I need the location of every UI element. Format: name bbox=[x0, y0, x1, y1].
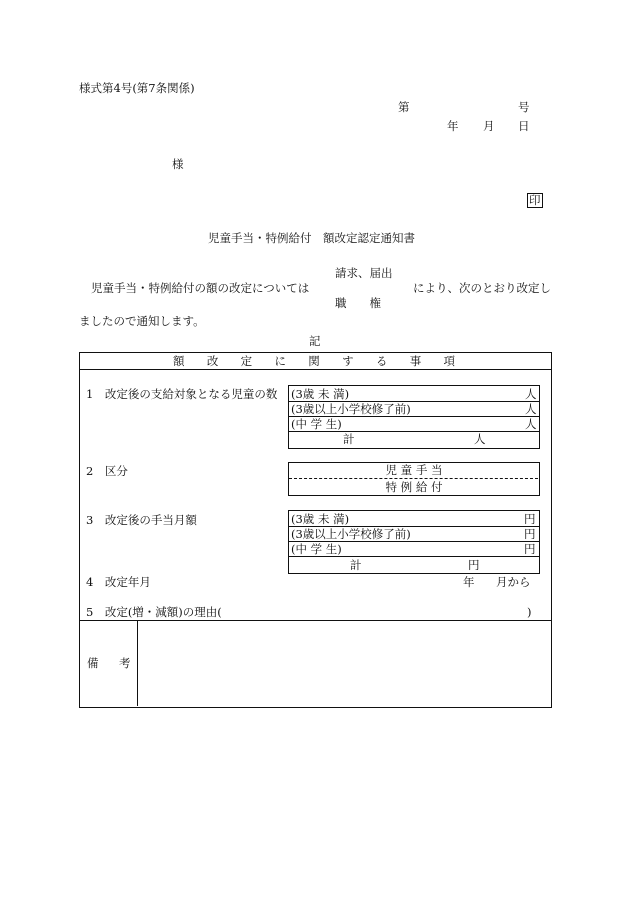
header-char: 事 bbox=[409, 354, 422, 368]
doc-number-prefix: 第 bbox=[398, 100, 410, 114]
remarks-char-1: 備 bbox=[87, 656, 99, 670]
amount-row-label: (3歳 未 満) bbox=[291, 512, 350, 526]
date-day-label: 日 bbox=[518, 119, 530, 133]
row-divider bbox=[288, 431, 539, 432]
count-total-unit: 人 bbox=[474, 432, 486, 446]
seal-mark: 印 bbox=[529, 193, 541, 207]
form-number: 様式第4号(第7条関係) bbox=[79, 81, 195, 95]
body-line2: ましたので通知します。 bbox=[79, 314, 205, 328]
header-char: る bbox=[375, 354, 388, 368]
section5-close-paren: ) bbox=[527, 605, 532, 619]
amount-total-unit: 円 bbox=[468, 558, 480, 572]
revision-year-label: 年 bbox=[463, 575, 475, 589]
header-char: 定 bbox=[240, 354, 253, 368]
count-row-label: (中 学 生) bbox=[291, 417, 342, 431]
section1-label: 1 改定後の支給対象となる児童の数 bbox=[86, 387, 278, 401]
category-divider bbox=[289, 478, 538, 479]
ki-heading: 記 bbox=[309, 334, 321, 348]
header-char: 額 bbox=[173, 354, 185, 368]
addressee-suffix: 様 bbox=[172, 157, 184, 171]
count-row-label: (3歳以上小学校修了前) bbox=[291, 402, 411, 416]
count-row-unit: 人 bbox=[525, 417, 537, 431]
category-child-allowance: 児 童 手 当 bbox=[385, 463, 443, 477]
count-total-label: 計 bbox=[343, 432, 355, 446]
table-header bbox=[173, 354, 455, 368]
amount-row-label: (3歳以上小学校修了前) bbox=[291, 527, 411, 541]
section5-label: 5 改定(増・減額)の理由( bbox=[86, 605, 222, 619]
amount-row-label: (中 学 生) bbox=[291, 542, 342, 556]
date-month-label: 月 bbox=[483, 119, 495, 133]
amount-total-label: 計 bbox=[350, 558, 362, 572]
header-char: に bbox=[274, 354, 286, 368]
count-row-unit: 人 bbox=[525, 387, 537, 401]
remarks-column-divider bbox=[137, 620, 138, 706]
document-title: 児童手当・特例給付 額改定認定通知書 bbox=[208, 231, 415, 245]
header-divider bbox=[79, 369, 551, 370]
doc-number-suffix: 号 bbox=[518, 100, 530, 114]
header-char: す bbox=[342, 354, 354, 368]
amount-row-unit: 円 bbox=[524, 512, 536, 526]
choice-request: 請求、届出 bbox=[335, 266, 393, 280]
revision-month-from: 月から bbox=[496, 575, 531, 589]
amount-row-unit: 円 bbox=[524, 542, 536, 556]
header-char: 改 bbox=[206, 354, 219, 368]
header-char: 項 bbox=[443, 354, 455, 368]
body-intro: 児童手当・特例給付の額の改定については bbox=[91, 281, 310, 295]
section4-label: 4 改定年月 bbox=[86, 575, 151, 589]
count-row-label: (3歳 未 満) bbox=[291, 387, 350, 401]
section2-label: 2 区分 bbox=[86, 464, 128, 478]
category-special-benefit: 特 例 給 付 bbox=[385, 480, 443, 494]
section3-label: 3 改定後の手当月額 bbox=[86, 513, 197, 527]
count-row-unit: 人 bbox=[525, 402, 537, 416]
amount-row-unit: 円 bbox=[524, 527, 536, 541]
row-divider bbox=[288, 556, 539, 557]
remarks-divider bbox=[79, 620, 551, 621]
date-year-label: 年 bbox=[447, 119, 459, 133]
remarks-char-2: 考 bbox=[119, 656, 131, 670]
choice-ex-officio: 職 権 bbox=[335, 296, 381, 310]
header-char: 関 bbox=[308, 354, 320, 368]
body-continue: により、次のとおり改定し bbox=[413, 281, 551, 295]
